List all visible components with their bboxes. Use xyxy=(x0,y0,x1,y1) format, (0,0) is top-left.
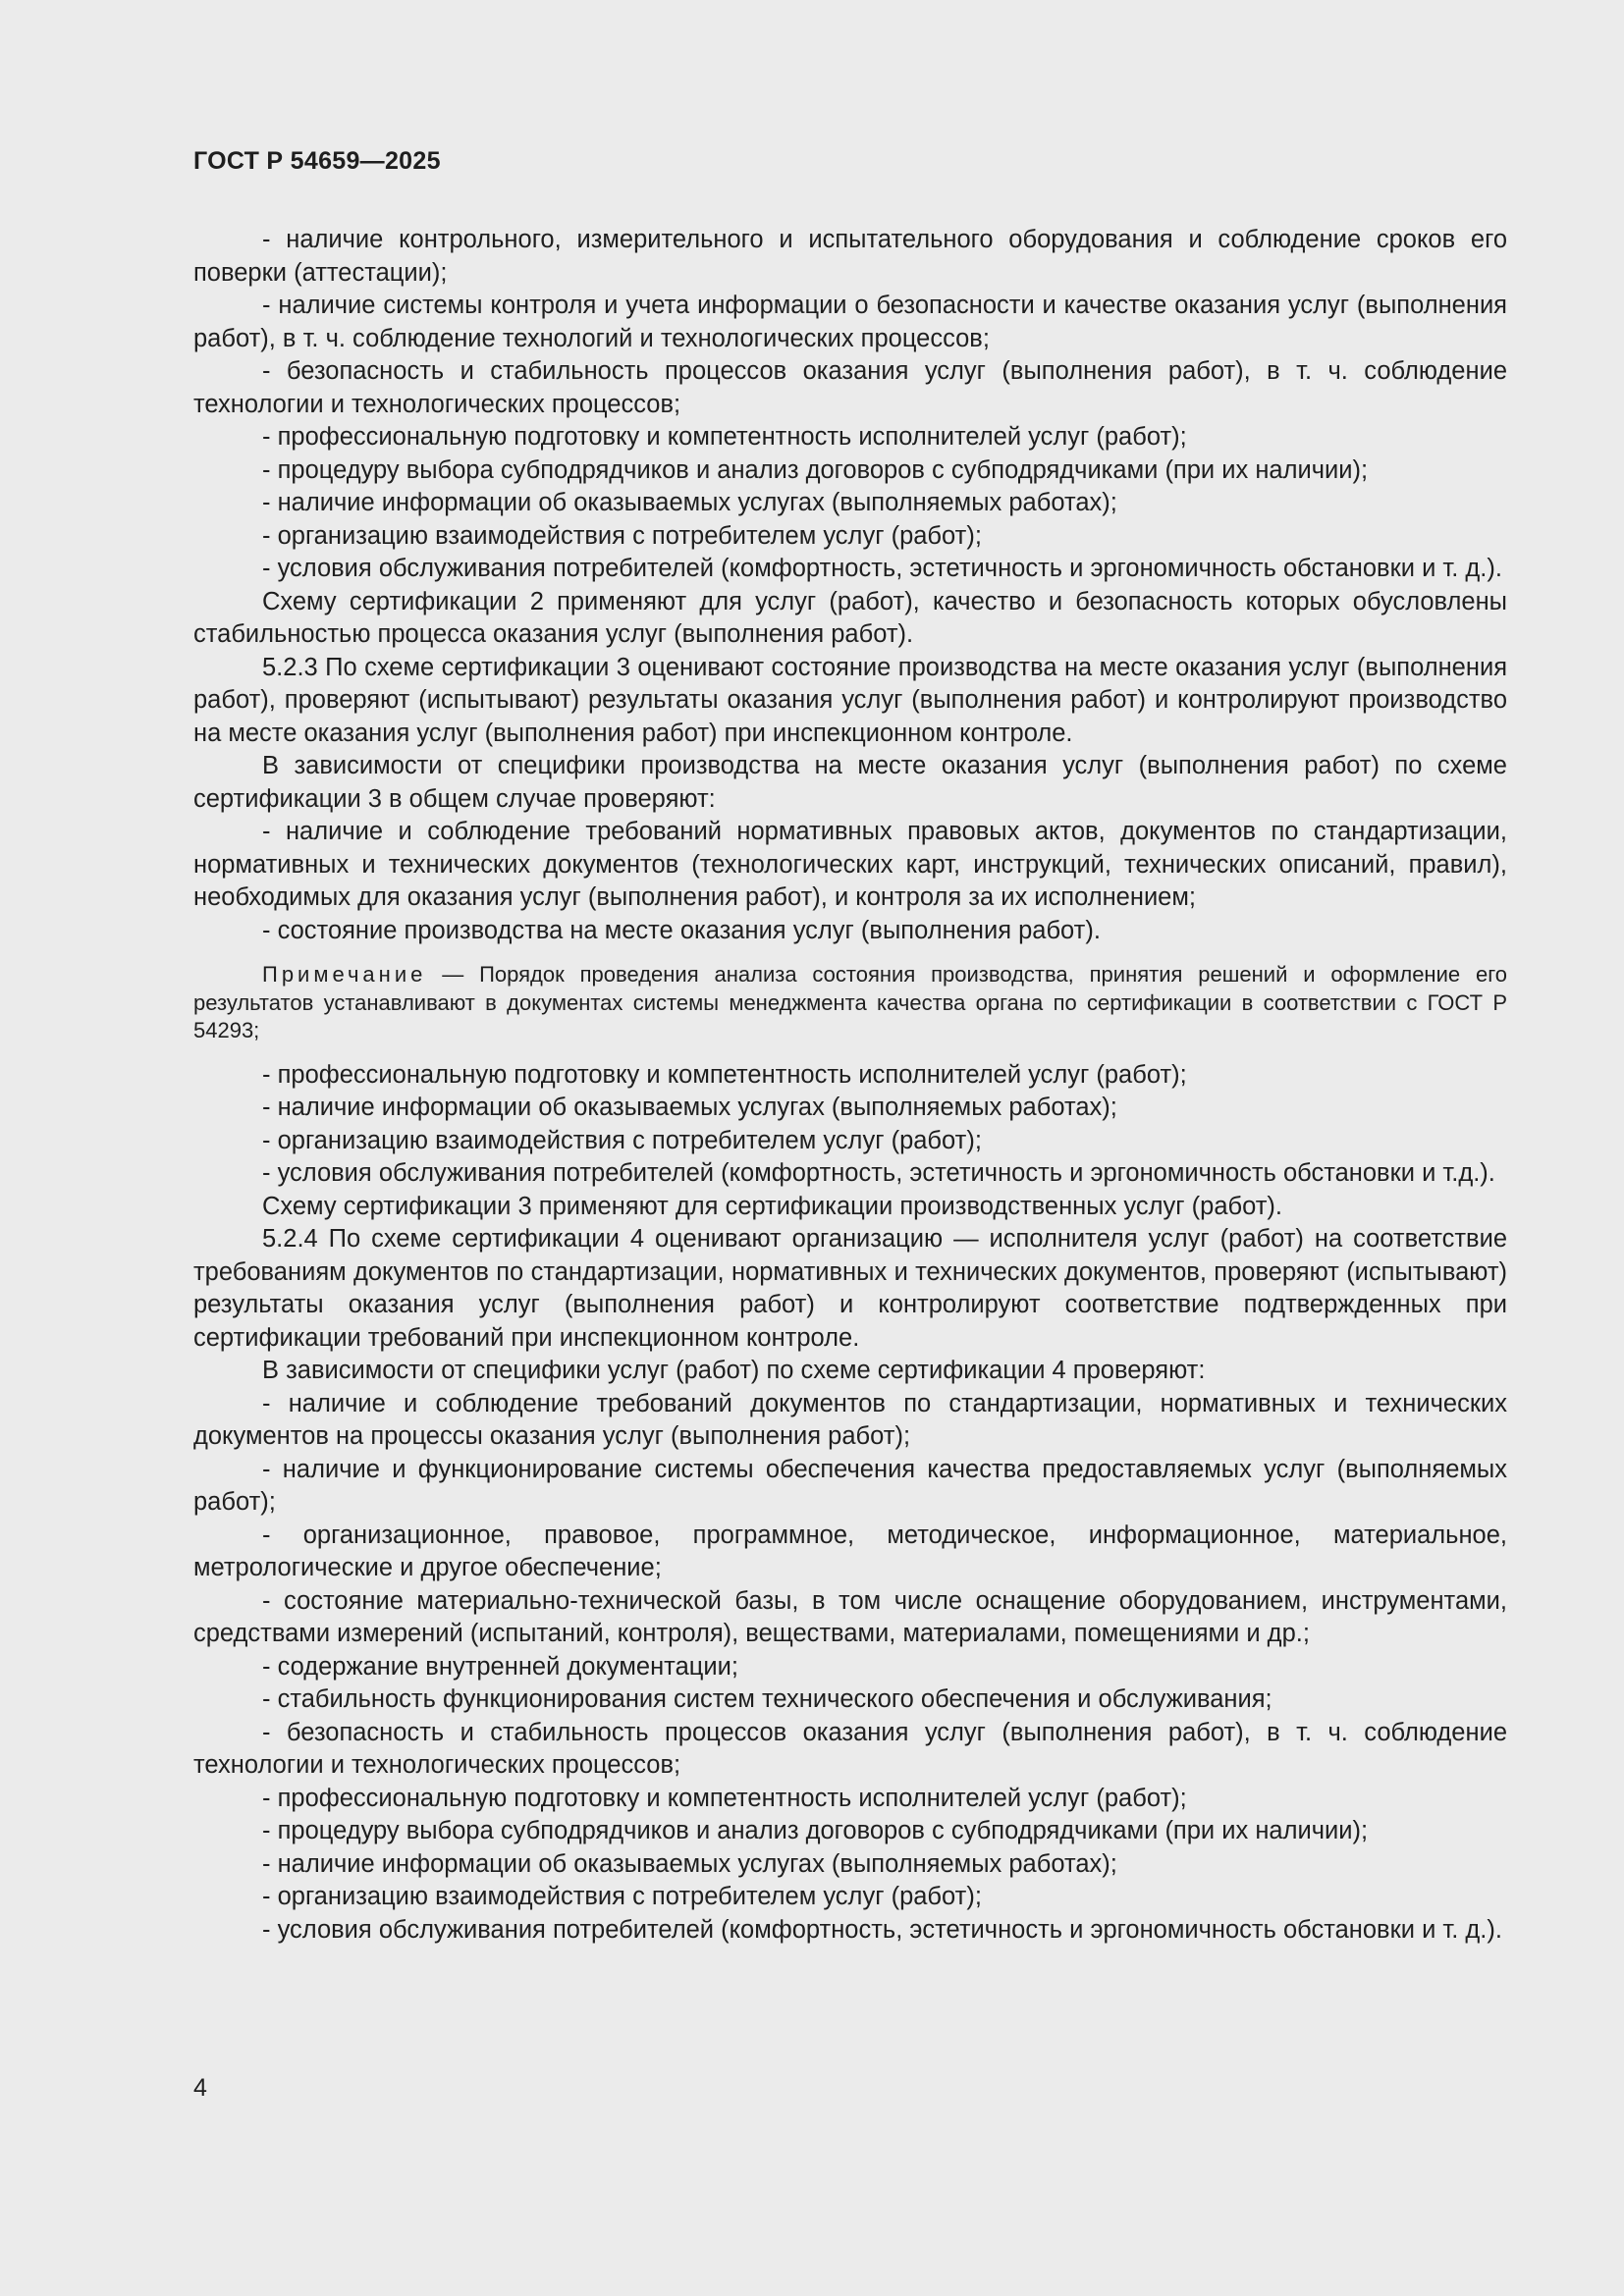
list-item: - наличие информации об оказываемых услугах (выполняемых работах); xyxy=(262,1849,1117,1878)
list-item: - организацию взаимодействия с потребителем услуг (работ); xyxy=(262,1126,982,1154)
paragraph: В зависимости от специфики производства на месте оказания услуг (выполнения работ) по схеме сертификации 3 в общем случае проверяют: xyxy=(193,752,1507,813)
list-item: - организацию взаимодействия с потребителем услуг (работ); xyxy=(262,521,982,550)
list-item: - состояние материально-технической базы, в том числе оснащение оборудованием, инструментами, средствами измерений (испытаний, контроля), веществами, материалами, помещениями и др.; xyxy=(193,1586,1507,1647)
list-item: - условия обслуживания потребителей (комфортность, эстетичность и эргономичность обстановки и т.д.). xyxy=(262,1159,1495,1187)
list-item: - наличие информации об оказываемых услугах (выполняемых работах); xyxy=(262,1094,1117,1121)
paragraph: Схему сертификации 2 применяют для услуг (работ), качество и безопасность которых обусловлены стабильностью процесса оказания услуг (выполнения работ). xyxy=(193,587,1507,648)
list-item: - профессиональную подготовку и компетентность исполнителей услуг (работ); xyxy=(262,1784,1187,1812)
note-text: — Порядок проведения анализа состояния производства, принятия решений и оформление его результатов устанавливают в документах системы менеджмента качества органа по сертификации в соответствии с ГОСТ Р 54293; xyxy=(193,962,1507,1042)
list-item: - процедуру выбора субподрядчиков и анализ договоров с субподрядчиками (при их наличии); xyxy=(262,455,1369,484)
section-5-2-3: 5.2.3 По схеме сертификации 3 оценивают состояние производства на месте оказания услуг (выполнения работ), проверяют (испытывают) результаты оказания услуг (выполнения работ) и контролируют производство на месте оказания услуг (выполнения работ) при инспекционном контроле. xyxy=(193,653,1507,747)
list-item: - содержание внутренней документации; xyxy=(262,1652,738,1681)
list-item: - организационное, правовое, программное, методическое, информационное, материальное, метрологические и другое обеспечение; xyxy=(193,1521,1507,1581)
paragraph: Схему сертификации 3 применяют для сертификации производственных услуг (работ). xyxy=(262,1192,1282,1220)
list-item: - стабильность функционирования систем технического обеспечения и обслуживания; xyxy=(262,1685,1272,1713)
list-item: - наличие контрольного, измерительного и испытательного оборудования и соблюдение сроков его поверки (аттестации); xyxy=(193,226,1507,287)
list-item: - состояние производства на месте оказания услуг (выполнения работ). xyxy=(262,916,1101,944)
list-item: - безопасность и стабильность процессов оказания услуг (выполнения работ), в т. ч. соблюдение технологии и технологических процессов; xyxy=(193,1718,1507,1779)
note-label: Примечание xyxy=(262,962,427,987)
note xyxy=(193,961,1507,1045)
list-item: - наличие и соблюдение требований документов по стандартизации, нормативных и технических документов на процессы оказания услуг (выполнения работ); xyxy=(193,1389,1507,1450)
list-item: - наличие информации об оказываемых услугах (выполняемых работах); xyxy=(262,489,1117,516)
page-content xyxy=(193,224,1507,1947)
list-item: - организацию взаимодействия с потребителем услуг (работ); xyxy=(262,1883,982,1910)
list-item: - профессиональную подготовку и компетентность исполнителей услуг (работ); xyxy=(262,423,1187,451)
list-item: - наличие и соблюдение требований нормативных правовых актов, документов по стандартизации, нормативных и технических документов (технологических карт, инструкций, технических описаний, правил), необходимых для оказания услуг (выполнения работ), и контроля за их исполнением; xyxy=(193,818,1507,911)
document-header: ГОСТ Р 54659—2025 xyxy=(193,147,441,175)
list-item: - профессиональную подготовку и компетентность исполнителей услуг (работ); xyxy=(262,1060,1187,1089)
paragraph: В зависимости от специфики услуг (работ) по схеме сертификации 4 проверяют: xyxy=(262,1357,1206,1384)
list-item: - условия обслуживания потребителей (комфортность, эстетичность и эргономичность обстановки и т. д.). xyxy=(262,555,1502,582)
list-item: - наличие и функционирование системы обеспечения качества предоставляемых услуг (выполняемых работ); xyxy=(193,1455,1507,1516)
list-item: - наличие системы контроля и учета информации о безопасности и качестве оказания услуг (выполнения работ), в т. ч. соблюдение технологий и технологических процессов; xyxy=(193,292,1507,352)
list-item: - процедуру выбора субподрядчиков и анализ договоров с субподрядчиками (при их наличии); xyxy=(262,1817,1369,1844)
section-5-2-4: 5.2.4 По схеме сертификации 4 оценивают организацию — исполнителя услуг (работ) на соответствие требованиям документов по стандартизации, нормативных и технических документов, проверяют (испытывают) результаты оказания услуг (выполнения работ) и контролируют соответствие подтвержденных при сертификации требований при инспекционном контроле. xyxy=(193,1225,1507,1352)
list-item: - условия обслуживания потребителей (комфортность, эстетичность и эргономичность обстановки и т. д.). xyxy=(262,1915,1502,1944)
list-item: - безопасность и стабильность процессов оказания услуг (выполнения работ), в т. ч. соблюдение технологии и технологических процессов; xyxy=(193,357,1507,418)
page-number: 4 xyxy=(193,2074,207,2102)
